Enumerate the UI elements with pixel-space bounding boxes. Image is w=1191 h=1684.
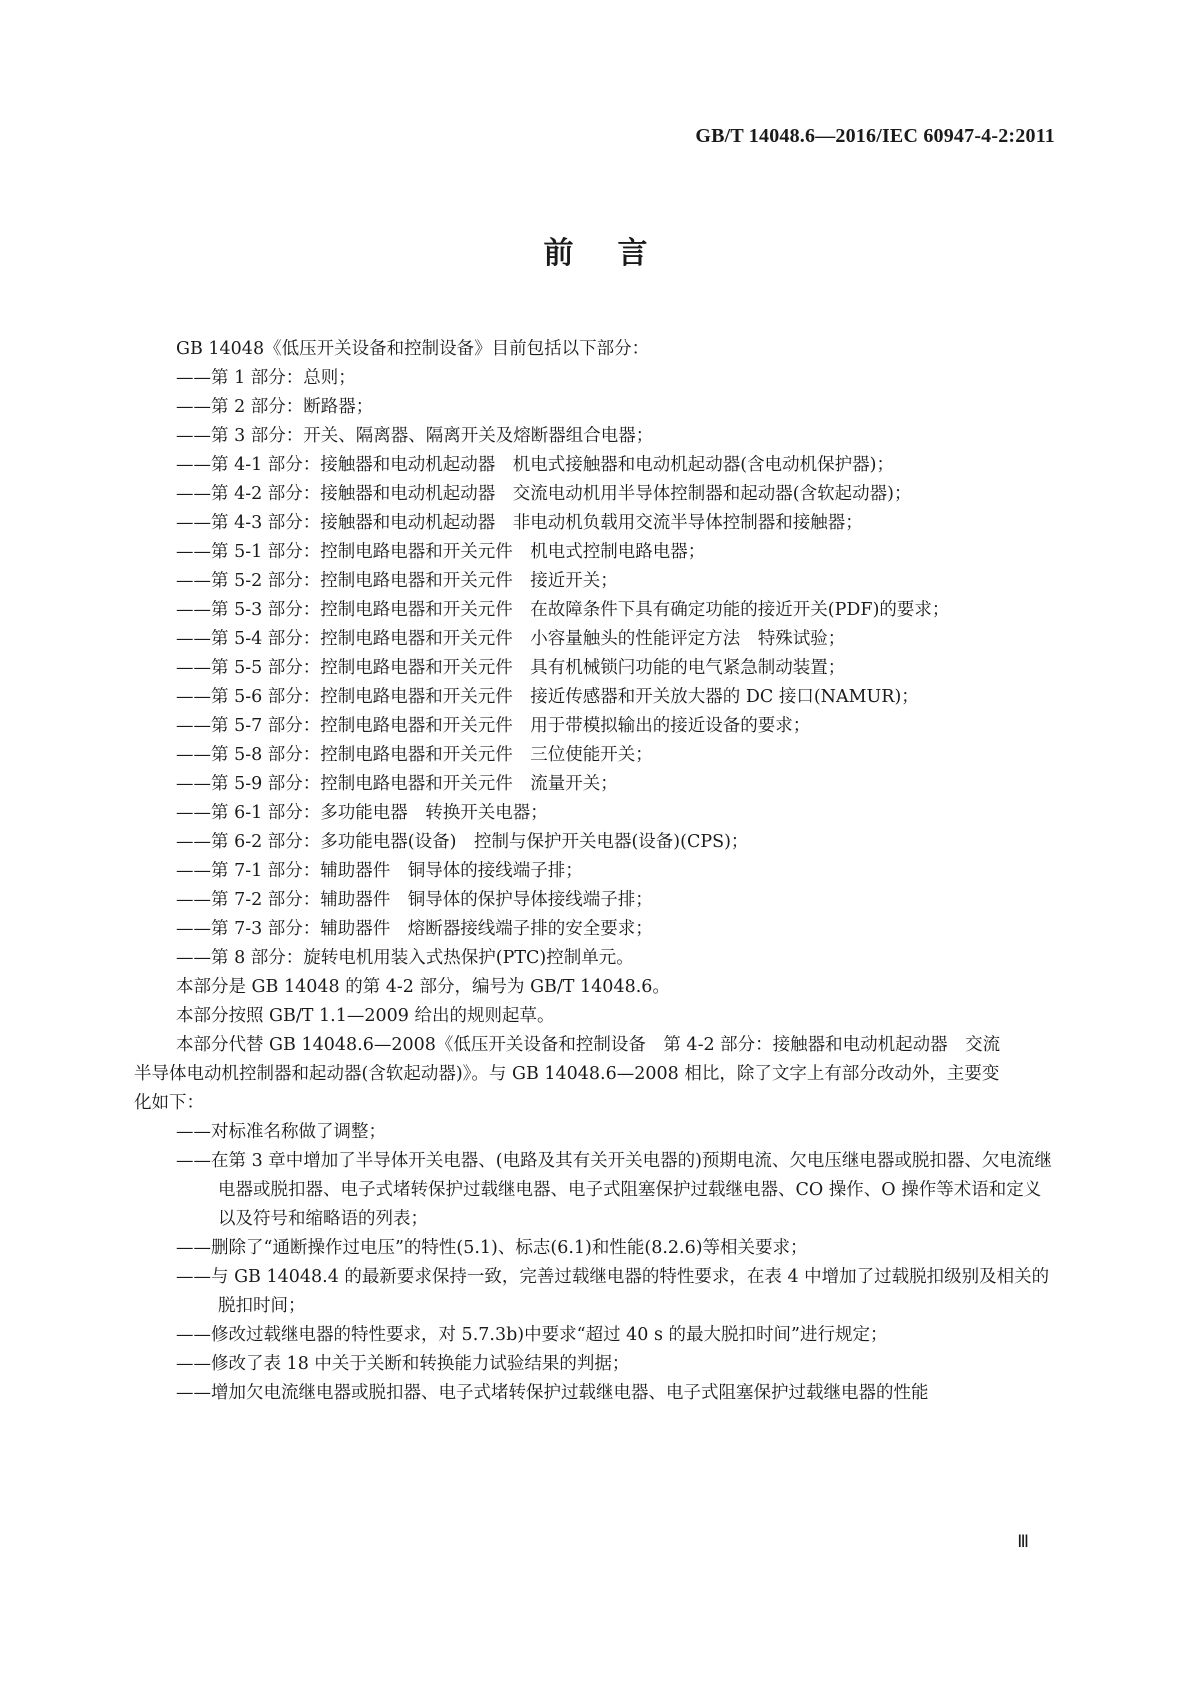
intro-paragraph: GB 14048《低压开关设备和控制设备》目前包括以下部分： <box>176 339 650 359</box>
list-item: ——第 5-8 部分：控制电路电器和开关元件 三位使能开关； <box>176 745 653 765</box>
list-item: ——第 5-4 部分：控制电路电器和开关元件 小容量触头的性能评定方法 特殊试验； <box>176 629 846 649</box>
list-item: ——增加欠电流继电器或脱扣器、电子式堵转保护过载继电器、电子式阻塞保护过载继电器的性能 <box>176 1383 929 1403</box>
parts-list <box>176 364 1056 973</box>
list-item: ——第 8 部分：旋转电机用装入式热保护(PTC)控制单元。 <box>176 948 634 968</box>
list-item: ——第 7-3 部分：辅助器件 熔断器接线端子排的安全要求； <box>176 919 653 939</box>
page-title: 前言 <box>543 236 692 271</box>
list-item: ——第 3 部分：开关、隔离器、隔离开关及熔断器组合电器； <box>176 426 654 446</box>
list-item: ——第 4-3 部分：接触器和电动机起动器 非电动机负载用交流半导体控制器和接触器； <box>176 513 863 533</box>
list-item: ——第 7-1 部分：辅助器件 铜导体的接线端子排； <box>176 861 583 881</box>
list-item: ——第 7-2 部分：辅助器件 铜导体的保护导体接线端子排； <box>176 890 653 910</box>
list-item: ——第 2 部分：断路器； <box>176 397 374 417</box>
list-item: ——第 5-9 部分：控制电路电器和开关元件 流量开关； <box>176 774 618 794</box>
list-item: ——对标准名称做了调整； <box>176 1122 386 1142</box>
list-item: ——第 5-1 部分：控制电路电器和开关元件 机电式控制电路电器； <box>176 542 706 562</box>
list-item: ——第 5-7 部分：控制电路电器和开关元件 用于带模拟输出的接近设备的要求； <box>176 716 811 736</box>
list-item: ——第 1 部分：总则； <box>176 368 356 388</box>
list-item: ——第 5-3 部分：控制电路电器和开关元件 在故障条件下具有确定功能的接近开关(PDF)的要求； <box>176 600 950 620</box>
list-item: ——第 4-2 部分：接触器和电动机起动器 交流电动机用半导体控制器和起动器(含软起动器)； <box>176 484 912 504</box>
page-number: Ⅲ <box>1017 1532 1029 1551</box>
list-item: ——第 5-5 部分：控制电路电器和开关元件 具有机械锁闩功能的电气紧急制动装置； <box>176 658 846 678</box>
list-item: ——第 5-6 部分：控制电路电器和开关元件 接近传感器和开关放大器的 DC 接口(NAMUR)； <box>176 687 919 707</box>
list-item: ——第 6-1 部分：多功能电器 转换开关电器； <box>176 803 548 823</box>
drafting-paragraph: 本部分按照 GB/T 1.1—2009 给出的规则起草。 <box>176 1006 555 1026</box>
list-item: ——第 4-1 部分：接触器和电动机起动器 机电式接触器和电动机起动器(含电动机保护器)； <box>176 455 894 475</box>
list-item: ——第 6-2 部分：多功能电器(设备) 控制与保护开关电器(设备)(CPS)； <box>176 832 749 852</box>
replacement-paragraph: 本部分代替 GB 14048.6—2008《低压开关设备和控制设备 第 4-2 部分：接触器和电动机起动器 交流半导体电动机控制器和起动器(含软起动器)》。与 GB 14048.6—2008 相比，除了文字上有部分改动外，主要变化如下： <box>134 1035 1001 1113</box>
list-item: ——第 5-2 部分：控制电路电器和开关元件 接近开关； <box>176 571 618 591</box>
list-item: ——修改了表 18 中关于关断和转换能力试验结果的判据； <box>176 1354 630 1374</box>
standard-number-header: GB/T 14048.6—2016/IEC 60947-4-2:2011 <box>695 125 1055 147</box>
list-item: ——与 GB 14048.4 的最新要求保持一致，完善过载继电器的特性要求，在表 4 中增加了过载脱扣级别及相关的脱扣时间； <box>176 1267 1050 1316</box>
document-body <box>134 335 1056 1408</box>
scope-paragraph: 本部分是 GB 14048 的第 4-2 部分，编号为 GB/T 14048.6。 <box>176 977 670 997</box>
list-item: ——在第 3 章中增加了半导体开关电器、(电路及其有关开关电器的)预期电流、欠电压继电器或脱扣器、欠电流继电器或脱扣器、电子式堵转保护过载继电器、电子式阻塞保护过载继电器、CO 操作、O 操作等术语和定义以及符号和缩略语的列表； <box>176 1151 1052 1229</box>
list-item: ——修改过载继电器的特性要求，对 5.7.3b)中要求“超过 40 s 的最大脱扣时间”进行规定； <box>176 1325 888 1345</box>
changes-list <box>176 1118 1056 1408</box>
list-item: ——删除了“通断操作过电压”的特性(5.1)、标志(6.1)和性能(8.2.6)等相关要求； <box>176 1238 808 1258</box>
